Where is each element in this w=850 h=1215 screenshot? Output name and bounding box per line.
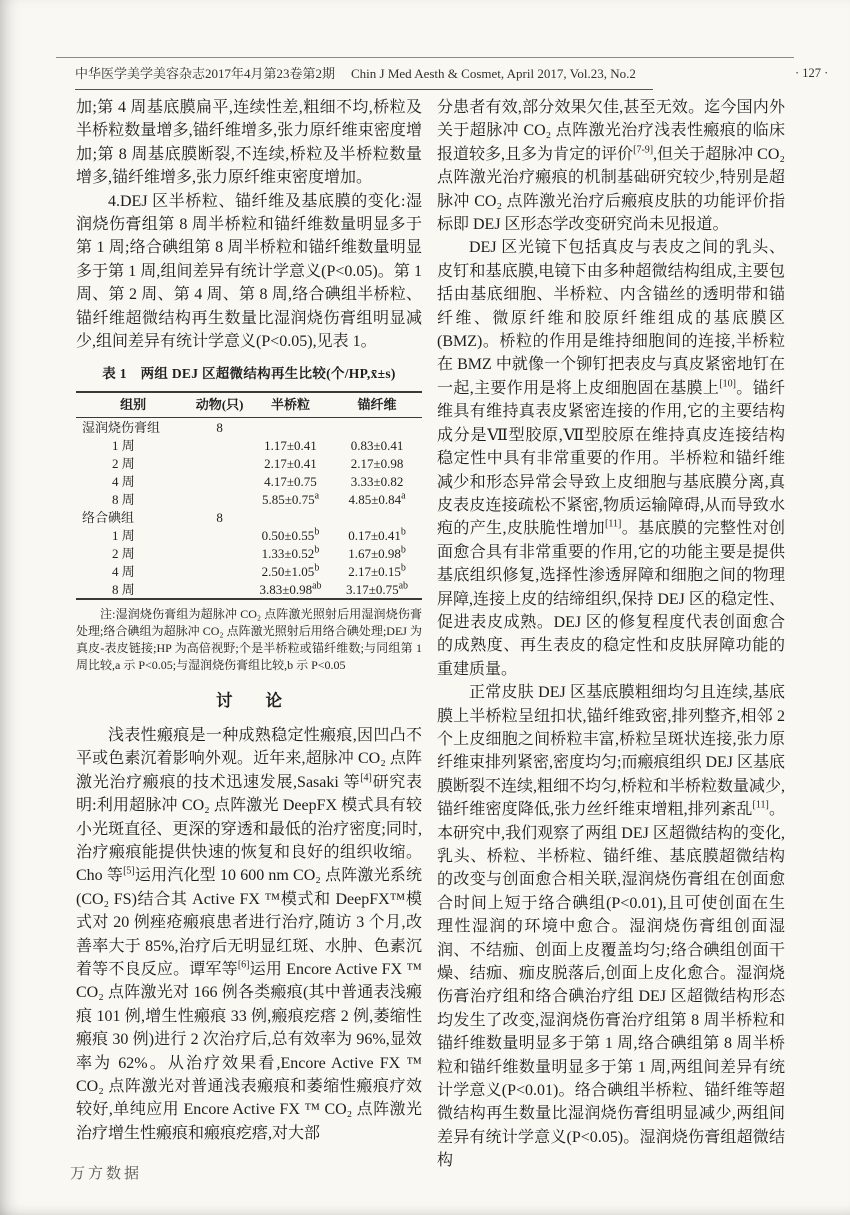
journal-header (75, 63, 653, 90)
cell-anchor-fibril-value (332, 508, 422, 526)
cell-hemidesmosome-value (249, 508, 332, 526)
table-row (76, 580, 422, 599)
journal-title-cn: 中华医学美学美容杂志2017年4月第23卷第2期 (75, 66, 336, 81)
cell-animal-count (190, 454, 249, 472)
cell-animal-count (190, 436, 249, 454)
discussion-heading: 讨 论 (216, 690, 282, 710)
cell-group-label: 8 周 (112, 581, 135, 597)
cell-anchor-fibril-value: 2.17±0.15$^b$ (348, 562, 406, 579)
cell-anchor-fibril-value: 1.67±0.98$^b$ (348, 544, 406, 561)
table-1 (76, 362, 422, 673)
table-row (76, 436, 422, 454)
left-column (76, 96, 422, 1145)
col-header-group: 组别 (76, 392, 190, 418)
table-note: 注:湿润烧伤膏组为超脉冲 CO₂ 点阵激光照射后用湿润烧伤膏处理;络合碘组为超脉冲 CO₂ 点阵激光照射后用络合碘处理;DEJ 为真皮-表皮链接;HP 为高倍视野;个是半桥粒或锚纤维数;与同组第 1 周比较,a 示 P<0.05;与湿润烧伤膏组比较,b 示 P<0.05 (76, 607, 422, 672)
cell-hemidesmosome-value: 0.50±0.55$^b$ (261, 526, 320, 543)
discussion-paragraph-3: 正常皮肤 DEJ 区基底膜粗细均匀且连续,基底膜上半桥粒呈纽扣状,锚纤维致密,排列整齐,相邻 2 个上皮细胞之间桥粒丰富,桥粒呈斑状连接,张力原纤维束排列紧密,密度均匀;而瘢痕组织 DEJ 区基底膜断裂不连续,粗细不均匀,桥粒和半桥粒数量减少,锚纤维密度降低,张力丝纤维束增粗,排列紊乱[11]。本研究中,我们观察了两组 DEJ 区超微结构的变化,乳头、桥粒、半桥粒、锚纤维、基底膜超微结构的改变与创面愈合相关联,湿润烧伤膏组在创面愈合时间上短于络合碘组(P<0.01),且可使创面在生理性湿润的环境中愈合。湿润烧伤膏组创面湿润、不结痂、创面上皮覆盖均匀;络合碘组创面干燥、结痂、痂皮脱落后,创面上皮化愈合。湿润烧伤膏治疗组和络合碘治疗组 DEJ 区超微结构形态均发生了改变,湿润烧伤膏治疗组第 8 周半桥粒和锚纤维数量明显多于第 1 周,络合碘组第 8 周半桥粒和锚纤维数量明显多于第 1 周,两组间差异有统计学意义(P<0.01)。络合碘组半桥粒、锚纤维等超微结构再生数量比湿润烧伤膏组明显减少,两组间差异有统计学意义(P<0.05)。湿润烧伤膏组超微结构 (437, 684, 786, 1170)
table-row (76, 490, 422, 508)
cell-anchor-fibril-value (332, 418, 422, 437)
table-row (76, 454, 422, 472)
col-header-hemidesmosome: 半桥粒 (249, 392, 332, 418)
cell-group-label: 1 周 (112, 437, 135, 453)
page-number: · 127 · (795, 66, 829, 80)
table-header-row (76, 392, 422, 418)
cell-hemidesmosome-value: 2.50±1.05$^b$ (261, 562, 320, 579)
wanfang-data-watermark: 万方数据 (70, 1166, 143, 1182)
discussion-paragraph-1-continuation: 分患者有效,部分效果欠佳,甚至无效。迄今国内外关于超脉冲 CO₂ 点阵激光治疗浅表性瘢痕的临床报道较多,且多为肯定的评价[7-9],但关于超脉冲 CO₂ 点阵激光治疗瘢痕的机制基础研究较少,特别是超脉冲 CO₂ 点阵激光治疗后瘢痕皮肤的功能评价指标即 DEJ 区形态学改变研究尚未见报道。 (437, 99, 785, 234)
cell-hemidesmosome-value: 1.33±0.52$^b$ (261, 544, 320, 561)
cell-hemidesmosome-value: 5.85±0.75$^a$ (261, 490, 320, 507)
table-row (76, 526, 422, 544)
table-row (76, 562, 422, 580)
cell-group-label: 8 周 (112, 491, 135, 507)
cell-animal-count (190, 580, 249, 599)
journal-title-en: Chin J Med Aesth & Cosmet, April 2017, Vol.23, No.2 (351, 66, 636, 81)
cell-group-label: 1 周 (112, 527, 135, 543)
cell-animal-count (190, 490, 249, 508)
cell-hemidesmosome-value: 1.17±0.41 (264, 437, 317, 453)
cell-hemidesmosome-value: 3.83±0.98$^{ab}$ (259, 580, 322, 597)
cell-anchor-fibril-value: 0.17±0.41$^b$ (348, 526, 406, 543)
cell-anchor-fibril-value: 3.17±0.75$^{ab}$ (345, 580, 409, 597)
cell-anchor-fibril-value: 2.17±0.98 (350, 455, 404, 471)
cell-hemidesmosome-value: 4.17±0.75 (264, 473, 317, 489)
cell-anchor-fibril-value: 3.33±0.82 (350, 473, 404, 489)
right-column (437, 96, 785, 1173)
cell-animal-count (190, 526, 249, 544)
table-row (76, 544, 422, 562)
col-header-animals: 动物(只) (190, 392, 249, 418)
discussion-paragraph-1: 浅表性瘢痕是一种成熟稳定性瘢痕,因凹凸不平或色素沉着影响外观。近年来,超脉冲 CO₂ 点阵激光治疗瘢痕的技术迅速发展,Sasaki 等[4]研究表明:利用超脉冲 CO₂ 点阵激光 DeepFX 模式具有较小光斑直径、更深的穿透和最低的治疗密度;同时,治疗瘢痕能提供快速的恢复和良好的组织收缩。Cho 等[5]运用汽化型 10 600 nm CO₂ 点阵激光系统(CO₂ FS)结合其 Active FX ™模式和 DeepFX™模式对 20 例痤疮瘢痕患者进行治疗,随访 3 个月,改善率大于 85%,治疗后无明显红斑、水肿、色素沉着等不良反应。谭军等[6]运用 Encore Active FX ™ CO₂ 点阵激光对 166 例各类瘢痕(其中普通表浅瘢痕 101 例,增生性瘢痕 33 例,瘢痕疙瘩 2 例,萎缩性瘢痕 30 例)进行 2 次治疗后,总有效率为 96%,显效率为 62%。从治疗效果看,Encore Active FX ™ CO₂ 点阵激光对普通浅表瘢痕和萎缩性瘢痕疗效较好,单纯应用 Encore Active FX ™ CO₂ 点阵激光治疗增生性瘢痕和瘢痕疙瘩,对大部 (76, 726, 422, 1142)
results-paragraph-dej-changes: 4.DEJ 区半桥粒、锚纤维及基底膜的变化:湿润烧伤膏组第 8 周半桥粒和锚纤维数量明显多于第 1 周;络合碘组第 8 周半桥粒和锚纤维数量明显多于第 1 周,组间差异有统计学意义(P<0.05)。第 1 周、第 2 周、第 4 周、第 8 周,络合碘组半桥粒、锚纤维超微结构再生数量比湿润烧伤膏组明显减少,组间差异有统计学意义(P<0.05),见表 1。 (76, 192, 422, 351)
table-row (76, 418, 422, 437)
table-body (76, 418, 422, 600)
table-row (76, 472, 422, 490)
cell-animal-count (190, 544, 249, 562)
cell-group-label: 络合碘组 (82, 509, 135, 525)
table-caption: 表 1 两组 DEJ 区超微结构再生比较(个/HP,x̄±s) (102, 366, 396, 382)
cell-anchor-fibril-value: 4.85±0.84$^a$ (348, 490, 406, 507)
ultrastructure-comparison-table (76, 391, 422, 601)
discussion-paragraph-2: DEJ 区光镜下包括真皮与表皮之间的乳头、皮钉和基底膜,电镜下由多种超微结构组成,主要包括由基底细胞、半桥粒、内含锚丝的透明带和锚纤维、微原纤维和胶原纤维组成的基底膜区(BMZ)。桥粒的作用是维持细胞间的连接,半桥粒在 BMZ 中就像一个铆钉把表皮与真皮紧密地钉在一起,主要作用是将上皮细胞固在基膜上[10]。锚纤维具有维持真表皮紧密连接的作用,它的主要结构成分是Ⅶ型胶原,Ⅶ型胶原在维持真皮连接结构稳定性中具有非常重要的作用。半桥粒和锚纤维减少和形态异常会导致上皮细胞与基底膜分离,真皮表皮连接疏松不紧密,物质运输障碍,从而导致水疱的产生,皮肤脆性增加[11]。基底膜的完整性对创面愈合具有非常重要的作用,它的功能主要是提供基底组织修复,选择性渗透屏障和细胞之间的物理屏障,连接上皮的结缔组织,保持 DEJ 区的稳定性、促进表皮成熟。DEJ 区的修复程度代表创面愈合的成熟度、再生表皮的稳定性和皮肤屏障功能的重建质量。 (437, 239, 785, 678)
cell-animal-count: 8 (216, 419, 223, 435)
results-paragraph-continuation: 加;第 4 周基底膜扁平,连续性差,粗细不均,桥粒及半桥粒数量增多,锚纤维增多,张力原纤维束密度增加;第 8 周基底膜断裂,不连续,桥粒及半桥粒数量增多,锚纤维增多,张力原纤维束密度增加。 (76, 99, 422, 187)
cell-hemidesmosome-value: 2.17±0.41 (264, 455, 317, 471)
cell-hemidesmosome-value (249, 418, 332, 437)
table-row (76, 508, 422, 526)
cell-animal-count: 8 (216, 509, 223, 525)
cell-anchor-fibril-value: 0.83±0.41 (350, 437, 404, 453)
cell-animal-count (190, 562, 249, 580)
header-top-rule (56, 57, 794, 58)
cell-group-label: 2 周 (112, 545, 135, 561)
cell-group-label: 2 周 (112, 455, 135, 471)
cell-animal-count (190, 472, 249, 490)
col-header-anchor-fibril: 锚纤维 (332, 392, 422, 418)
cell-group-label: 湿润烧伤膏组 (82, 419, 161, 435)
cell-group-label: 4 周 (112, 563, 135, 579)
cell-group-label: 4 周 (112, 473, 135, 489)
